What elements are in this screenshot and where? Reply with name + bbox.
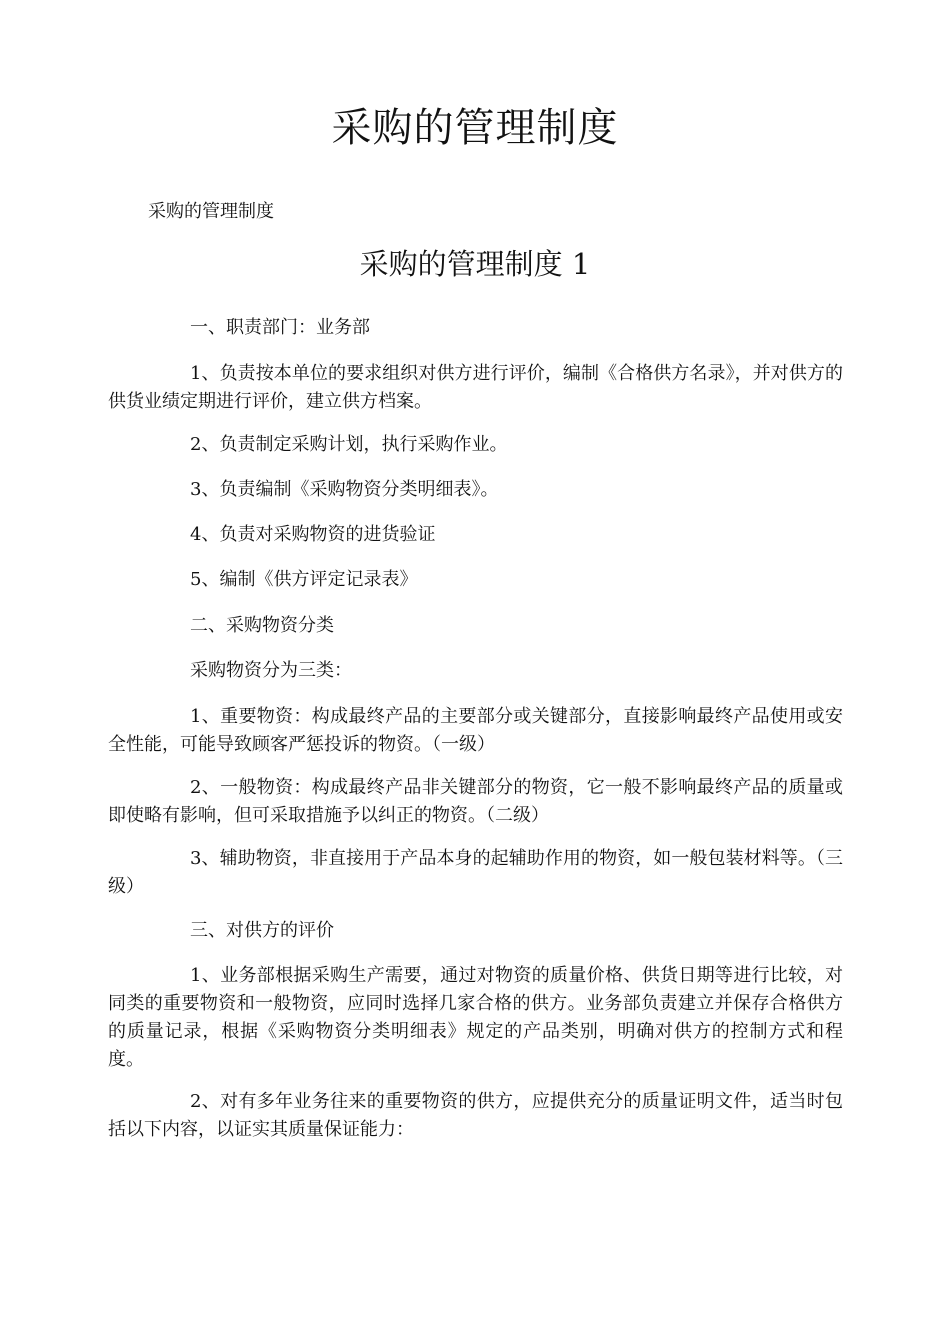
paragraph: 3、负责编制《采购物资分类明细表》。 — [190, 479, 499, 500]
paragraph: 二、采购物资分类 — [190, 615, 334, 636]
paragraph: 三、对供方的评价 — [190, 920, 334, 941]
paragraph: 一、职责部门：业务部 — [190, 317, 370, 338]
paragraph: 1、业务部根据采购生产需要，通过对物资的质量价格、供货日期等进行比较，对同类的重要物资和一般物资，应同时选择几家合格的供方。业务部负责建立并保存合格供方的质量记录，根据《采购物资分类明细表》规定的产品类别，明确对供方的控制方式和程度。 — [108, 965, 843, 1070]
paragraph: 1、重要物资：构成最终产品的主要部分或关键部分，直接影响最终产品使用或安全性能，可能导致顾客严惩投诉的物资。（一级） — [108, 706, 843, 755]
paragraph: 1、负责按本单位的要求组织对供方进行评价，编制《合格供方名录》，并对供方的供货业绩定期进行评价，建立供方档案。 — [108, 363, 843, 412]
paragraph: 5、编制《供方评定记录表》 — [190, 569, 418, 590]
section-title: 采购的管理制度 1 — [359, 247, 591, 281]
paragraph: 2、负责制定采购计划，执行采购作业。 — [190, 434, 508, 455]
paragraph: 采购物资分为三类： — [190, 660, 352, 681]
document-subtitle: 采购的管理制度 — [148, 201, 274, 222]
paragraph: 3、辅助物资，非直接用于产品本身的起辅助作用的物资，如一般包装材料等。（三级） — [108, 848, 843, 897]
paragraph: 2、一般物资：构成最终产品非关键部分的物资，它一般不影响最终产品的质量或即使略有影响，但可采取措施予以纠正的物资。（二级） — [108, 777, 843, 826]
paragraph: 2、对有多年业务往来的重要物资的供方，应提供充分的质量证明文件，适当时包括以下内容，以证实其质量保证能力： — [108, 1091, 843, 1140]
document-title: 采购的管理制度 — [331, 105, 619, 151]
paragraph: 4、负责对采购物资的进货验证 — [190, 524, 436, 545]
